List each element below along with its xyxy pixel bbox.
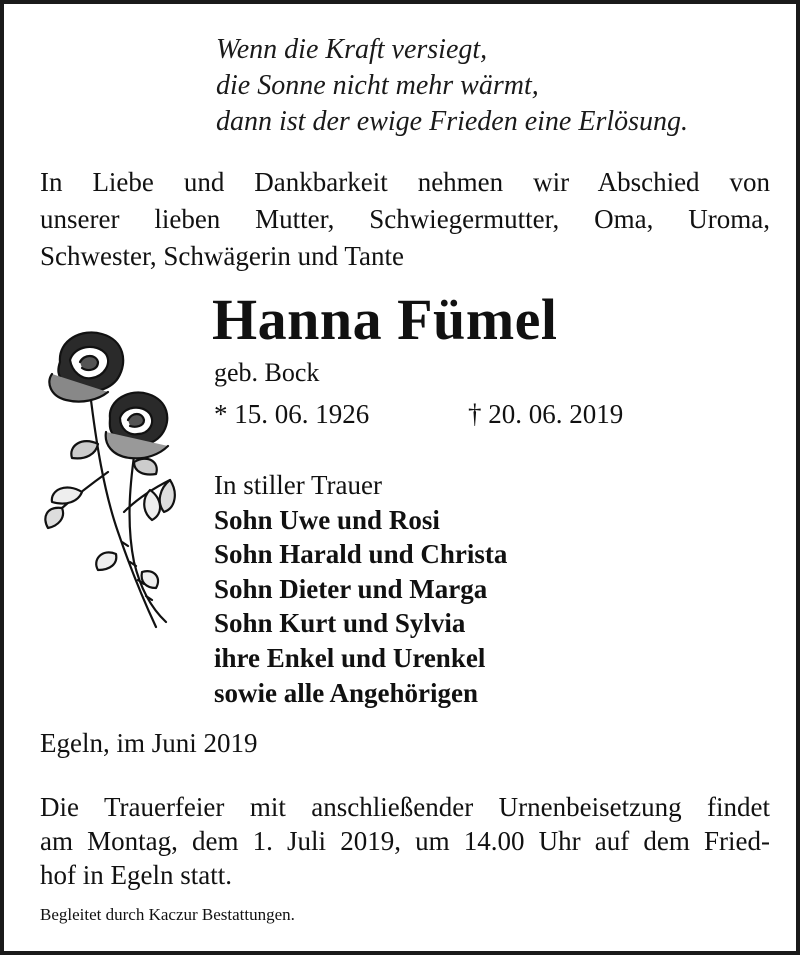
intro-line: Schwester, Schwägerin und Tante [40, 241, 404, 271]
ceremony-line: hof in Egeln statt. [40, 860, 232, 890]
ceremony-line: Die Trauerfeier mit anschließender Urnenbeisetzung findet [40, 792, 770, 822]
mourner: Sohn Dieter und Marga [214, 573, 488, 604]
poem-line: die Sonne nicht mehr wärmt, [216, 70, 539, 101]
birth-date: * 15. 06. 1926 [214, 399, 370, 429]
mourner: Sohn Harald und Christa [214, 539, 508, 570]
funeral-home-credit: Begleitet durch Kaczur Bestattungen. [40, 905, 295, 924]
mourner: Sohn Uwe und Rosi [214, 504, 440, 535]
mourners-heading: In stiller Trauer [214, 470, 382, 500]
mourner: sowie alle Angehörigen [214, 677, 478, 708]
intro-text [40, 164, 770, 275]
intro-line: In Liebe und Dankbarkeit nehmen wir Abschied von [40, 167, 770, 197]
mourner: ihre Enkel und Urenkel [214, 642, 486, 673]
poem-line: Wenn die Kraft versiegt, [216, 34, 488, 65]
death-date: † 20. 06. 2019 [468, 399, 624, 429]
mourner: Sohn Kurt und Sylvia [214, 608, 466, 639]
deceased-name: Hanna Fümel [212, 287, 558, 352]
mourners-list [214, 468, 507, 710]
poem-line: dann ist der ewige Frieden eine Erlösung. [216, 106, 689, 137]
place-date: Egeln, im Juni 2019 [40, 728, 258, 758]
ceremony-info [40, 790, 770, 892]
ceremony-line: am Montag, dem 1. Juli 2019, um 14.00 Uhr auf dem Fried- [40, 826, 770, 856]
poem [216, 32, 776, 140]
maiden-name: geb. Bock [214, 358, 320, 387]
rose-icon [38, 322, 184, 642]
intro-line: unserer lieben Mutter, Schwiegermutter, Oma, Uroma, [40, 204, 770, 234]
